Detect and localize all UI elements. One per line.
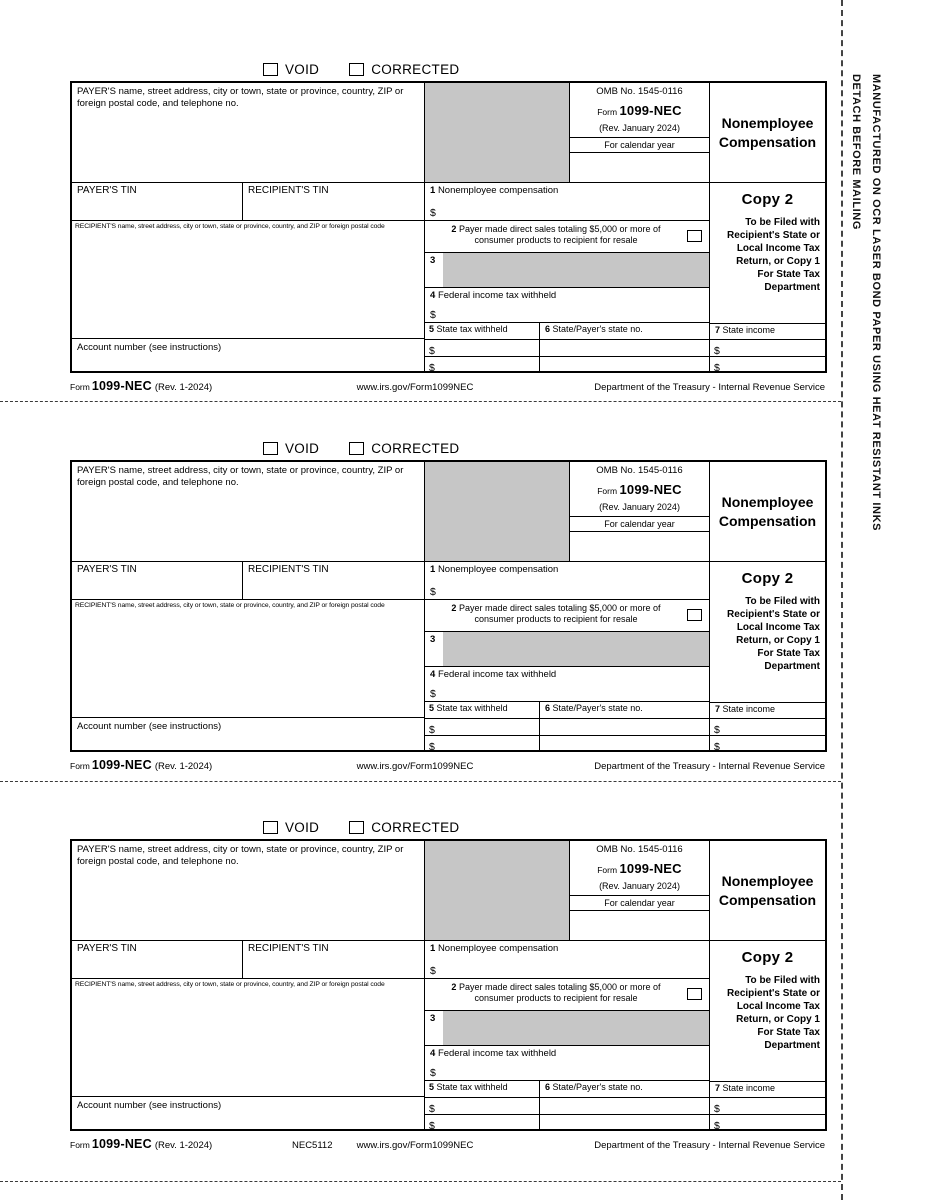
box6-label: 6 State/Payer's state no. bbox=[540, 702, 710, 718]
box2-checkbox[interactable] bbox=[687, 230, 702, 242]
footer-revision: (Rev. 1-2024) bbox=[154, 382, 213, 393]
void-label: VOID bbox=[285, 441, 320, 456]
dollar-sign: $ bbox=[714, 724, 720, 736]
void-corrected-row bbox=[263, 440, 841, 457]
irs-url: www.irs.gov/Form1099NEC bbox=[356, 1140, 474, 1151]
box5-state-tax-row2-field[interactable] bbox=[425, 356, 540, 374]
corrected-checkbox[interactable] bbox=[349, 821, 364, 834]
department-label: Department of the Treasury - Internal Revenue Service bbox=[594, 382, 825, 393]
box7-state-income-row1-field[interactable] bbox=[710, 1097, 825, 1114]
box7-state-income-row2-field[interactable] bbox=[710, 1114, 825, 1132]
account-number-field[interactable] bbox=[72, 718, 425, 750]
payer-tin-field[interactable] bbox=[72, 562, 243, 600]
payer-info-label: PAYER'S name, street address, city or town, state or province, country, ZIP or foreign postal code, and telephone no. bbox=[77, 844, 404, 868]
box5-state-tax-row2-field[interactable] bbox=[425, 735, 540, 753]
corrected-label: CORRECTED bbox=[371, 62, 460, 77]
payer-info-label: PAYER'S name, street address, city or town, state or province, country, ZIP or foreign postal code, and telephone no. bbox=[77, 86, 404, 110]
revision-label: (Rev. January 2024) bbox=[599, 123, 680, 133]
shaded-area bbox=[425, 841, 570, 941]
payer-tin-field[interactable] bbox=[72, 183, 243, 221]
footer-form-id bbox=[70, 758, 212, 772]
box5-label: 5 State tax withheld bbox=[425, 323, 540, 339]
box1-label: 1 Nonemployee compensation bbox=[430, 185, 559, 196]
dollar-sign: $ bbox=[430, 1066, 436, 1079]
box2-checkbox[interactable] bbox=[687, 609, 702, 621]
corrected-label: CORRECTED bbox=[371, 820, 460, 835]
form-grid bbox=[70, 839, 827, 1131]
irs-url: www.irs.gov/Form1099NEC bbox=[356, 761, 474, 772]
dollar-sign: $ bbox=[430, 308, 436, 321]
box4-label: 4 Federal income tax withheld bbox=[430, 669, 557, 680]
form-grid bbox=[70, 460, 827, 752]
box2-direct-sales: 2 Payer made direct sales totaling $5,000 or more of consumer products to recipient for resale bbox=[425, 979, 710, 1011]
form-title-line2: Compensation bbox=[718, 133, 817, 150]
account-number-label: Account number (see instructions) bbox=[77, 1100, 222, 1111]
footer-form-number: 1099-NEC bbox=[91, 379, 152, 393]
calendar-year-label: For calendar year bbox=[570, 895, 709, 911]
footer-form-word: Form bbox=[70, 761, 90, 771]
box6-state-number-row2-field[interactable] bbox=[540, 1114, 710, 1129]
box2-direct-sales: 2 Payer made direct sales totaling $5,000 or more of consumer products to recipient for resale bbox=[425, 600, 710, 632]
dollar-sign: $ bbox=[714, 362, 720, 374]
box5-state-tax-row1-field[interactable] bbox=[425, 718, 540, 735]
form-title-line1: Nonemployee bbox=[721, 872, 814, 889]
dollar-sign: $ bbox=[714, 345, 720, 357]
form-1099nec-copy bbox=[0, 782, 841, 1182]
box4-federal-tax-withheld-field[interactable] bbox=[425, 1046, 710, 1081]
form-word: Form bbox=[597, 865, 618, 875]
omb-block bbox=[570, 841, 710, 941]
dollar-sign: $ bbox=[714, 741, 720, 753]
recipient-info-field[interactable] bbox=[72, 600, 425, 718]
recipient-tin-field[interactable] bbox=[243, 562, 425, 600]
form-title-line1: Nonemployee bbox=[721, 493, 814, 510]
box4-label: 4 Federal income tax withheld bbox=[430, 1048, 557, 1059]
recipient-info-label: RECIPIENT'S name, street address, city or town, state or province, country, and ZIP or foreign postal code bbox=[75, 223, 385, 230]
copy-info-column bbox=[710, 941, 825, 1081]
form-footer bbox=[70, 756, 827, 772]
form-title bbox=[710, 841, 825, 941]
omb-block bbox=[570, 83, 710, 183]
form-number: 1099-NEC bbox=[619, 861, 682, 876]
department-label: Department of the Treasury - Internal Revenue Service bbox=[594, 1140, 825, 1151]
form-number: 1099-NEC bbox=[619, 103, 682, 118]
recipient-tin-label: RECIPIENT'S TIN bbox=[248, 185, 329, 196]
recipient-info-field[interactable] bbox=[72, 221, 425, 339]
footer-revision: (Rev. 1-2024) bbox=[154, 761, 213, 772]
account-number-label: Account number (see instructions) bbox=[77, 721, 222, 732]
form-title-line2: Compensation bbox=[718, 891, 817, 908]
form-1099nec-copy bbox=[0, 402, 841, 782]
box4-federal-tax-withheld-field[interactable] bbox=[425, 288, 710, 323]
footer-form-number: 1099-NEC bbox=[91, 1137, 152, 1151]
box2-label: Payer made direct sales totaling $5,000 or more of consumer products to recipient for resale bbox=[458, 224, 661, 246]
form-title-line1: Nonemployee bbox=[721, 114, 814, 131]
omb-number: OMB No. 1545-0116 bbox=[596, 86, 683, 97]
void-checkbox[interactable] bbox=[263, 63, 278, 76]
box6-state-number-row2-field[interactable] bbox=[540, 356, 710, 371]
form-number: 1099-NEC bbox=[619, 482, 682, 497]
footer-form-id bbox=[70, 379, 212, 393]
detach-strip bbox=[841, 0, 925, 1200]
box7-label: 7 State income bbox=[710, 1081, 825, 1097]
form-title bbox=[710, 462, 825, 562]
box6-state-number-row1-field[interactable] bbox=[540, 1097, 710, 1114]
box6-state-number-row1-field[interactable] bbox=[540, 339, 710, 356]
payer-info-label: PAYER'S name, street address, city or town, state or province, country, ZIP or foreign postal code, and telephone no. bbox=[77, 465, 404, 489]
payer-info-field[interactable] bbox=[72, 462, 425, 562]
box5-state-tax-row1-field[interactable] bbox=[425, 1097, 540, 1114]
box1-nonemployee-compensation-field[interactable] bbox=[425, 562, 710, 600]
box2-checkbox[interactable] bbox=[687, 988, 702, 1000]
recipient-tin-field[interactable] bbox=[243, 183, 425, 221]
box3-shaded bbox=[425, 253, 710, 288]
dollar-sign: $ bbox=[430, 206, 436, 219]
dollar-sign: $ bbox=[430, 585, 436, 598]
box2-label: Payer made direct sales totaling $5,000 or more of consumer products to recipient for resale bbox=[458, 603, 661, 625]
form-grid bbox=[70, 81, 827, 373]
product-code: NEC5112 bbox=[292, 1140, 333, 1151]
box7-state-income-row2-field[interactable] bbox=[710, 735, 825, 753]
payer-tin-label: PAYER'S TIN bbox=[77, 564, 137, 575]
box3-number: 3 bbox=[425, 253, 443, 287]
copy-number-label: Copy 2 bbox=[741, 191, 794, 208]
recipient-tin-field[interactable] bbox=[243, 941, 425, 979]
dollar-sign: $ bbox=[429, 345, 435, 357]
dollar-sign: $ bbox=[714, 1120, 720, 1132]
filing-instructions: To be Filed with Recipient's State or Local Income Tax Return, or Copy 1 For State Tax Department bbox=[727, 217, 820, 293]
recipient-info-label: RECIPIENT'S name, street address, city or town, state or province, country, and ZIP or foreign postal code bbox=[75, 981, 385, 988]
filing-instructions: To be Filed with Recipient's State or Local Income Tax Return, or Copy 1 For State Tax Department bbox=[727, 596, 820, 672]
irs-url: www.irs.gov/Form1099NEC bbox=[356, 382, 474, 393]
form-title bbox=[710, 83, 825, 183]
payer-tin-label: PAYER'S TIN bbox=[77, 185, 137, 196]
form-number-header bbox=[570, 103, 709, 118]
dollar-sign: $ bbox=[714, 1103, 720, 1115]
box4-label: 4 Federal income tax withheld bbox=[430, 290, 557, 301]
box6-state-number-row2-field[interactable] bbox=[540, 735, 710, 750]
payer-info-field[interactable] bbox=[72, 83, 425, 183]
copy-info-column bbox=[710, 183, 825, 323]
recipient-info-label: RECIPIENT'S name, street address, city or town, state or province, country, and ZIP or foreign postal code bbox=[75, 602, 385, 609]
void-label: VOID bbox=[285, 62, 320, 77]
box1-nonemployee-compensation-field[interactable] bbox=[425, 941, 710, 979]
form-footer bbox=[70, 377, 827, 393]
box1-label: 1 Nonemployee compensation bbox=[430, 564, 559, 575]
void-checkbox[interactable] bbox=[263, 821, 278, 834]
dollar-sign: $ bbox=[429, 741, 435, 753]
omb-number: OMB No. 1545-0116 bbox=[596, 465, 683, 476]
revision-label: (Rev. January 2024) bbox=[599, 502, 680, 512]
shaded-area bbox=[425, 83, 570, 183]
recipient-info-field[interactable] bbox=[72, 979, 425, 1097]
form-footer bbox=[70, 1135, 827, 1151]
footer-revision: (Rev. 1-2024) bbox=[154, 1140, 213, 1151]
account-number-field[interactable] bbox=[72, 1097, 425, 1129]
calendar-year-label: For calendar year bbox=[570, 516, 709, 532]
dollar-sign: $ bbox=[429, 724, 435, 736]
copy-number-label: Copy 2 bbox=[741, 949, 794, 966]
box2-direct-sales: 2 Payer made direct sales totaling $5,000 or more of consumer products to recipient for resale bbox=[425, 221, 710, 253]
box5-label: 5 State tax withheld bbox=[425, 702, 540, 718]
form-1099nec-copy bbox=[0, 0, 841, 402]
department-label: Department of the Treasury - Internal Revenue Service bbox=[594, 761, 825, 772]
box1-label: 1 Nonemployee compensation bbox=[430, 943, 559, 954]
copy-number-label: Copy 2 bbox=[741, 570, 794, 587]
footer-form-id bbox=[70, 1137, 212, 1151]
manufactured-note-text: MANUFACTURED ON OCR LASER BOND PAPER USING HEAT RESISTANT INKS bbox=[870, 74, 882, 532]
box1-nonemployee-compensation-field[interactable] bbox=[425, 183, 710, 221]
form-number-header bbox=[570, 482, 709, 497]
box3-number: 3 bbox=[425, 632, 443, 666]
box6-state-number-row1-field[interactable] bbox=[540, 718, 710, 735]
box6-label: 6 State/Payer's state no. bbox=[540, 323, 710, 339]
box7-state-income-row2-field[interactable] bbox=[710, 356, 825, 374]
recipient-tin-label: RECIPIENT'S TIN bbox=[248, 943, 329, 954]
omb-number: OMB No. 1545-0116 bbox=[596, 844, 683, 855]
void-label: VOID bbox=[285, 820, 320, 835]
void-corrected-row bbox=[263, 61, 841, 78]
corrected-checkbox[interactable] bbox=[349, 442, 364, 455]
dollar-sign: $ bbox=[430, 964, 436, 977]
box7-state-income-row1-field[interactable] bbox=[710, 339, 825, 356]
box7-label: 7 State income bbox=[710, 323, 825, 339]
copy-info-column bbox=[710, 562, 825, 702]
box5-label: 5 State tax withheld bbox=[425, 1081, 540, 1097]
form-word: Form bbox=[597, 107, 618, 117]
box3-shaded bbox=[425, 1011, 710, 1046]
shaded-area bbox=[425, 462, 570, 562]
box3-shaded bbox=[425, 632, 710, 667]
dollar-sign: $ bbox=[430, 687, 436, 700]
box5-state-tax-row2-field[interactable] bbox=[425, 1114, 540, 1132]
box7-label: 7 State income bbox=[710, 702, 825, 718]
corrected-label: CORRECTED bbox=[371, 441, 460, 456]
box5-state-tax-row1-field[interactable] bbox=[425, 339, 540, 356]
box3-number: 3 bbox=[425, 1011, 443, 1045]
dollar-sign: $ bbox=[429, 1103, 435, 1115]
form-title-line2: Compensation bbox=[718, 512, 817, 529]
revision-label: (Rev. January 2024) bbox=[599, 881, 680, 891]
payer-tin-label: PAYER'S TIN bbox=[77, 943, 137, 954]
payer-tin-field[interactable] bbox=[72, 941, 243, 979]
account-number-label: Account number (see instructions) bbox=[77, 342, 222, 353]
footer-form-word: Form bbox=[70, 1140, 90, 1150]
footer-form-number: 1099-NEC bbox=[91, 758, 152, 772]
void-checkbox[interactable] bbox=[263, 442, 278, 455]
box4-federal-tax-withheld-field[interactable] bbox=[425, 667, 710, 702]
corrected-checkbox[interactable] bbox=[349, 63, 364, 76]
omb-block bbox=[570, 462, 710, 562]
detach-before-mailing-text: DETACH BEFORE MAILING bbox=[850, 74, 862, 231]
calendar-year-label: For calendar year bbox=[570, 137, 709, 153]
footer-form-word: Form bbox=[70, 382, 90, 392]
box6-label: 6 State/Payer's state no. bbox=[540, 1081, 710, 1097]
form-number-header bbox=[570, 861, 709, 876]
filing-instructions: To be Filed with Recipient's State or Local Income Tax Return, or Copy 1 For State Tax Department bbox=[727, 975, 820, 1051]
box2-label: Payer made direct sales totaling $5,000 or more of consumer products to recipient for resale bbox=[458, 982, 661, 1004]
dollar-sign: $ bbox=[429, 1120, 435, 1132]
form-word: Form bbox=[597, 486, 618, 496]
recipient-tin-label: RECIPIENT'S TIN bbox=[248, 564, 329, 575]
void-corrected-row bbox=[263, 819, 841, 836]
payer-info-field[interactable] bbox=[72, 841, 425, 941]
box7-state-income-row1-field[interactable] bbox=[710, 718, 825, 735]
account-number-field[interactable] bbox=[72, 339, 425, 371]
dollar-sign: $ bbox=[429, 362, 435, 374]
